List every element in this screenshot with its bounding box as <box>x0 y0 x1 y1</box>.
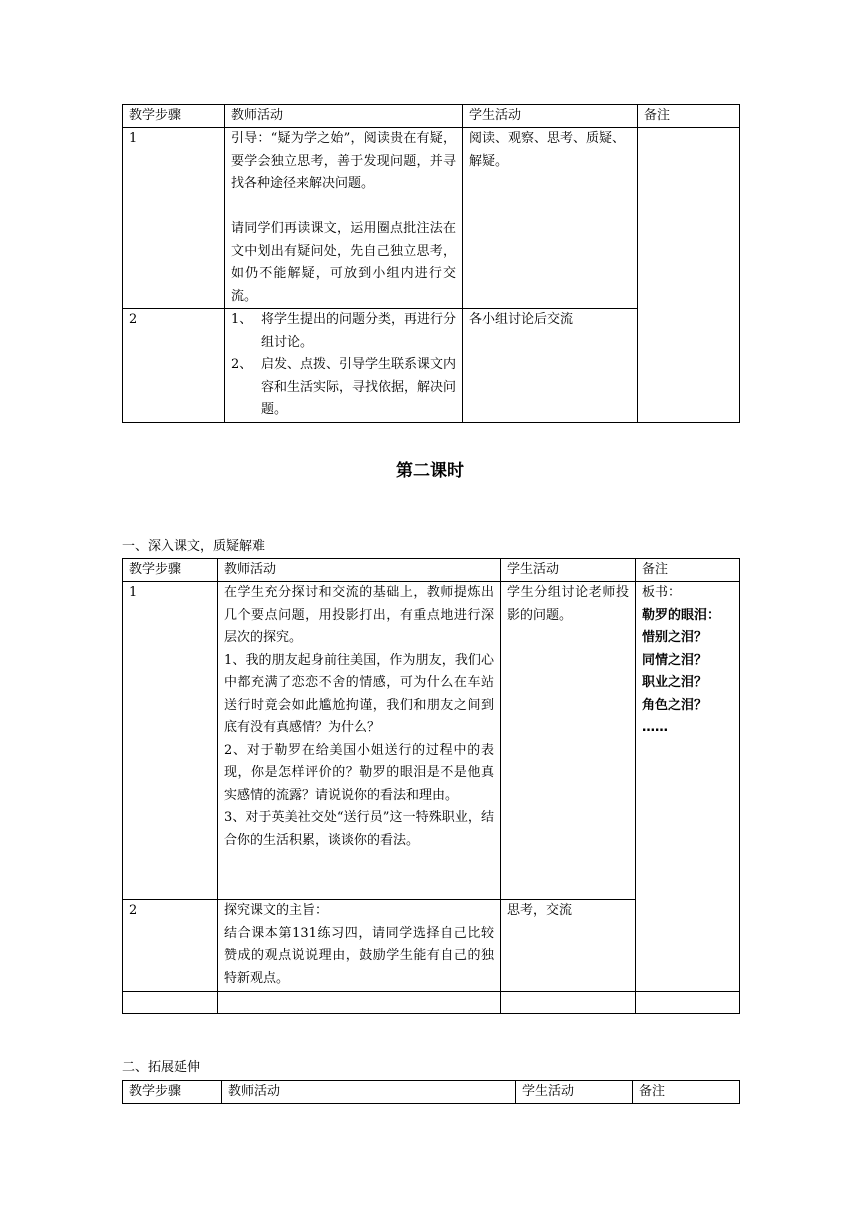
header-notes: 备注 <box>638 105 740 128</box>
header-teacher: 教师活动 <box>222 1081 516 1104</box>
teacher-cell <box>225 309 463 423</box>
teacher-cell <box>218 900 501 992</box>
section-title: 二、拓展延伸 <box>122 1060 201 1075</box>
notes-item: 惜别之泪？ <box>642 630 708 645</box>
notes-item: 勒罗的眼泪： <box>642 607 721 623</box>
header-notes: 备注 <box>636 559 740 582</box>
teacher-paragraph: 引导：“疑为学之始”，阅读贵在有疑，要学会独立思考，善于发现问题，并寻找各种途径来解决问题。 <box>231 131 456 191</box>
empty-cell <box>501 992 636 1014</box>
student-cell: 思考，交流 <box>501 900 636 992</box>
teacher-paragraph: 在学生充分探讨和交流的基础上，教师提炼出几个要点问题，用投影打出，有重点地进行深层次的探究。 <box>224 585 494 645</box>
section-title: 一、深入课文，质疑解难 <box>122 539 266 554</box>
lesson-table-1 <box>122 104 740 423</box>
list-number: 1、 <box>231 312 253 327</box>
table-header-row <box>123 1081 740 1104</box>
list-text: 启发、点拨、引导学生联系课文内容和生活实际，寻找依据，解决问题。 <box>261 357 457 417</box>
notes-label: 板书： <box>642 585 682 600</box>
teacher-paragraph: 结合课本第131练习四，请同学选择自己比较赞成的观点说说理由，鼓励学生能有自己的独特新观点。 <box>224 925 494 986</box>
student-cell: 学生分组讨论老师投影的问题。 <box>501 582 636 900</box>
empty-cell <box>218 992 501 1014</box>
step-cell: 2 <box>123 309 225 423</box>
lesson-title: 第二课时 <box>396 461 464 481</box>
empty-cell <box>123 992 218 1014</box>
step-cell: 2 <box>123 900 218 992</box>
table-header-row <box>123 105 740 128</box>
notes-item: 职业之泪？ <box>642 675 708 690</box>
list-number: 2、 <box>231 357 253 372</box>
notes-item: 同情之泪？ <box>642 652 708 668</box>
table-row-empty <box>123 992 740 1014</box>
header-teacher: 教师活动 <box>225 105 463 128</box>
teacher-paragraph: 请同学们再读课文，运用圈点批注法在文中划出有疑问处，先自己独立思考，如仍不能解疑，可放到小组内进行交流。 <box>231 221 456 304</box>
teacher-paragraph: 2、对于勒罗在给美国小姐送行的过程中的表现，你是怎样评价的？勒罗的眼泪是不是他真实感情的流露？请说说你的看法和理由。 <box>224 742 494 803</box>
student-cell: 阅读、观察、思考、质疑、解疑。 <box>463 128 638 309</box>
list-item <box>231 354 456 422</box>
table-row <box>123 582 740 900</box>
teacher-paragraph: 3、对于英美社交处“送行员”这一特殊职业，结合你的生活积累，谈谈你的看法。 <box>224 810 494 848</box>
list-item <box>231 309 456 354</box>
notes-cell <box>636 582 740 992</box>
notes-cell <box>638 128 740 423</box>
list-text: 将学生提出的问题分类，再进行分组讨论。 <box>261 312 457 350</box>
header-student: 学生活动 <box>463 105 638 128</box>
student-cell: 各小组讨论后交流 <box>463 309 638 423</box>
teacher-paragraph: 探究课文的主旨： <box>224 903 329 918</box>
header-notes: 备注 <box>633 1081 740 1104</box>
header-teacher: 教师活动 <box>218 559 501 582</box>
table-row <box>123 128 740 309</box>
step-cell: 1 <box>123 128 225 309</box>
header-student: 学生活动 <box>501 559 636 582</box>
teacher-cell <box>225 128 463 309</box>
notes-item: 角色之泪？ <box>642 697 708 713</box>
header-step: 教学步骤 <box>123 1081 222 1104</box>
header-step: 教学步骤 <box>123 559 218 582</box>
teacher-cell <box>218 582 501 900</box>
step-cell: 1 <box>123 582 218 900</box>
empty-cell <box>636 992 740 1014</box>
lesson-table-3 <box>122 1080 740 1104</box>
lesson-table-2 <box>122 558 740 1014</box>
header-student: 学生活动 <box>516 1081 633 1104</box>
header-step: 教学步骤 <box>123 105 225 128</box>
teacher-paragraph: 1、我的朋友起身前往美国，作为朋友，我们心中都充满了恋恋不舍的情感，可为什么在车站送行时竟会如此尴尬拘谨，我们和朋友之间到底有没有真感情？为什么？ <box>224 652 494 735</box>
notes-item: …… <box>642 720 668 735</box>
table-header-row <box>123 559 740 582</box>
